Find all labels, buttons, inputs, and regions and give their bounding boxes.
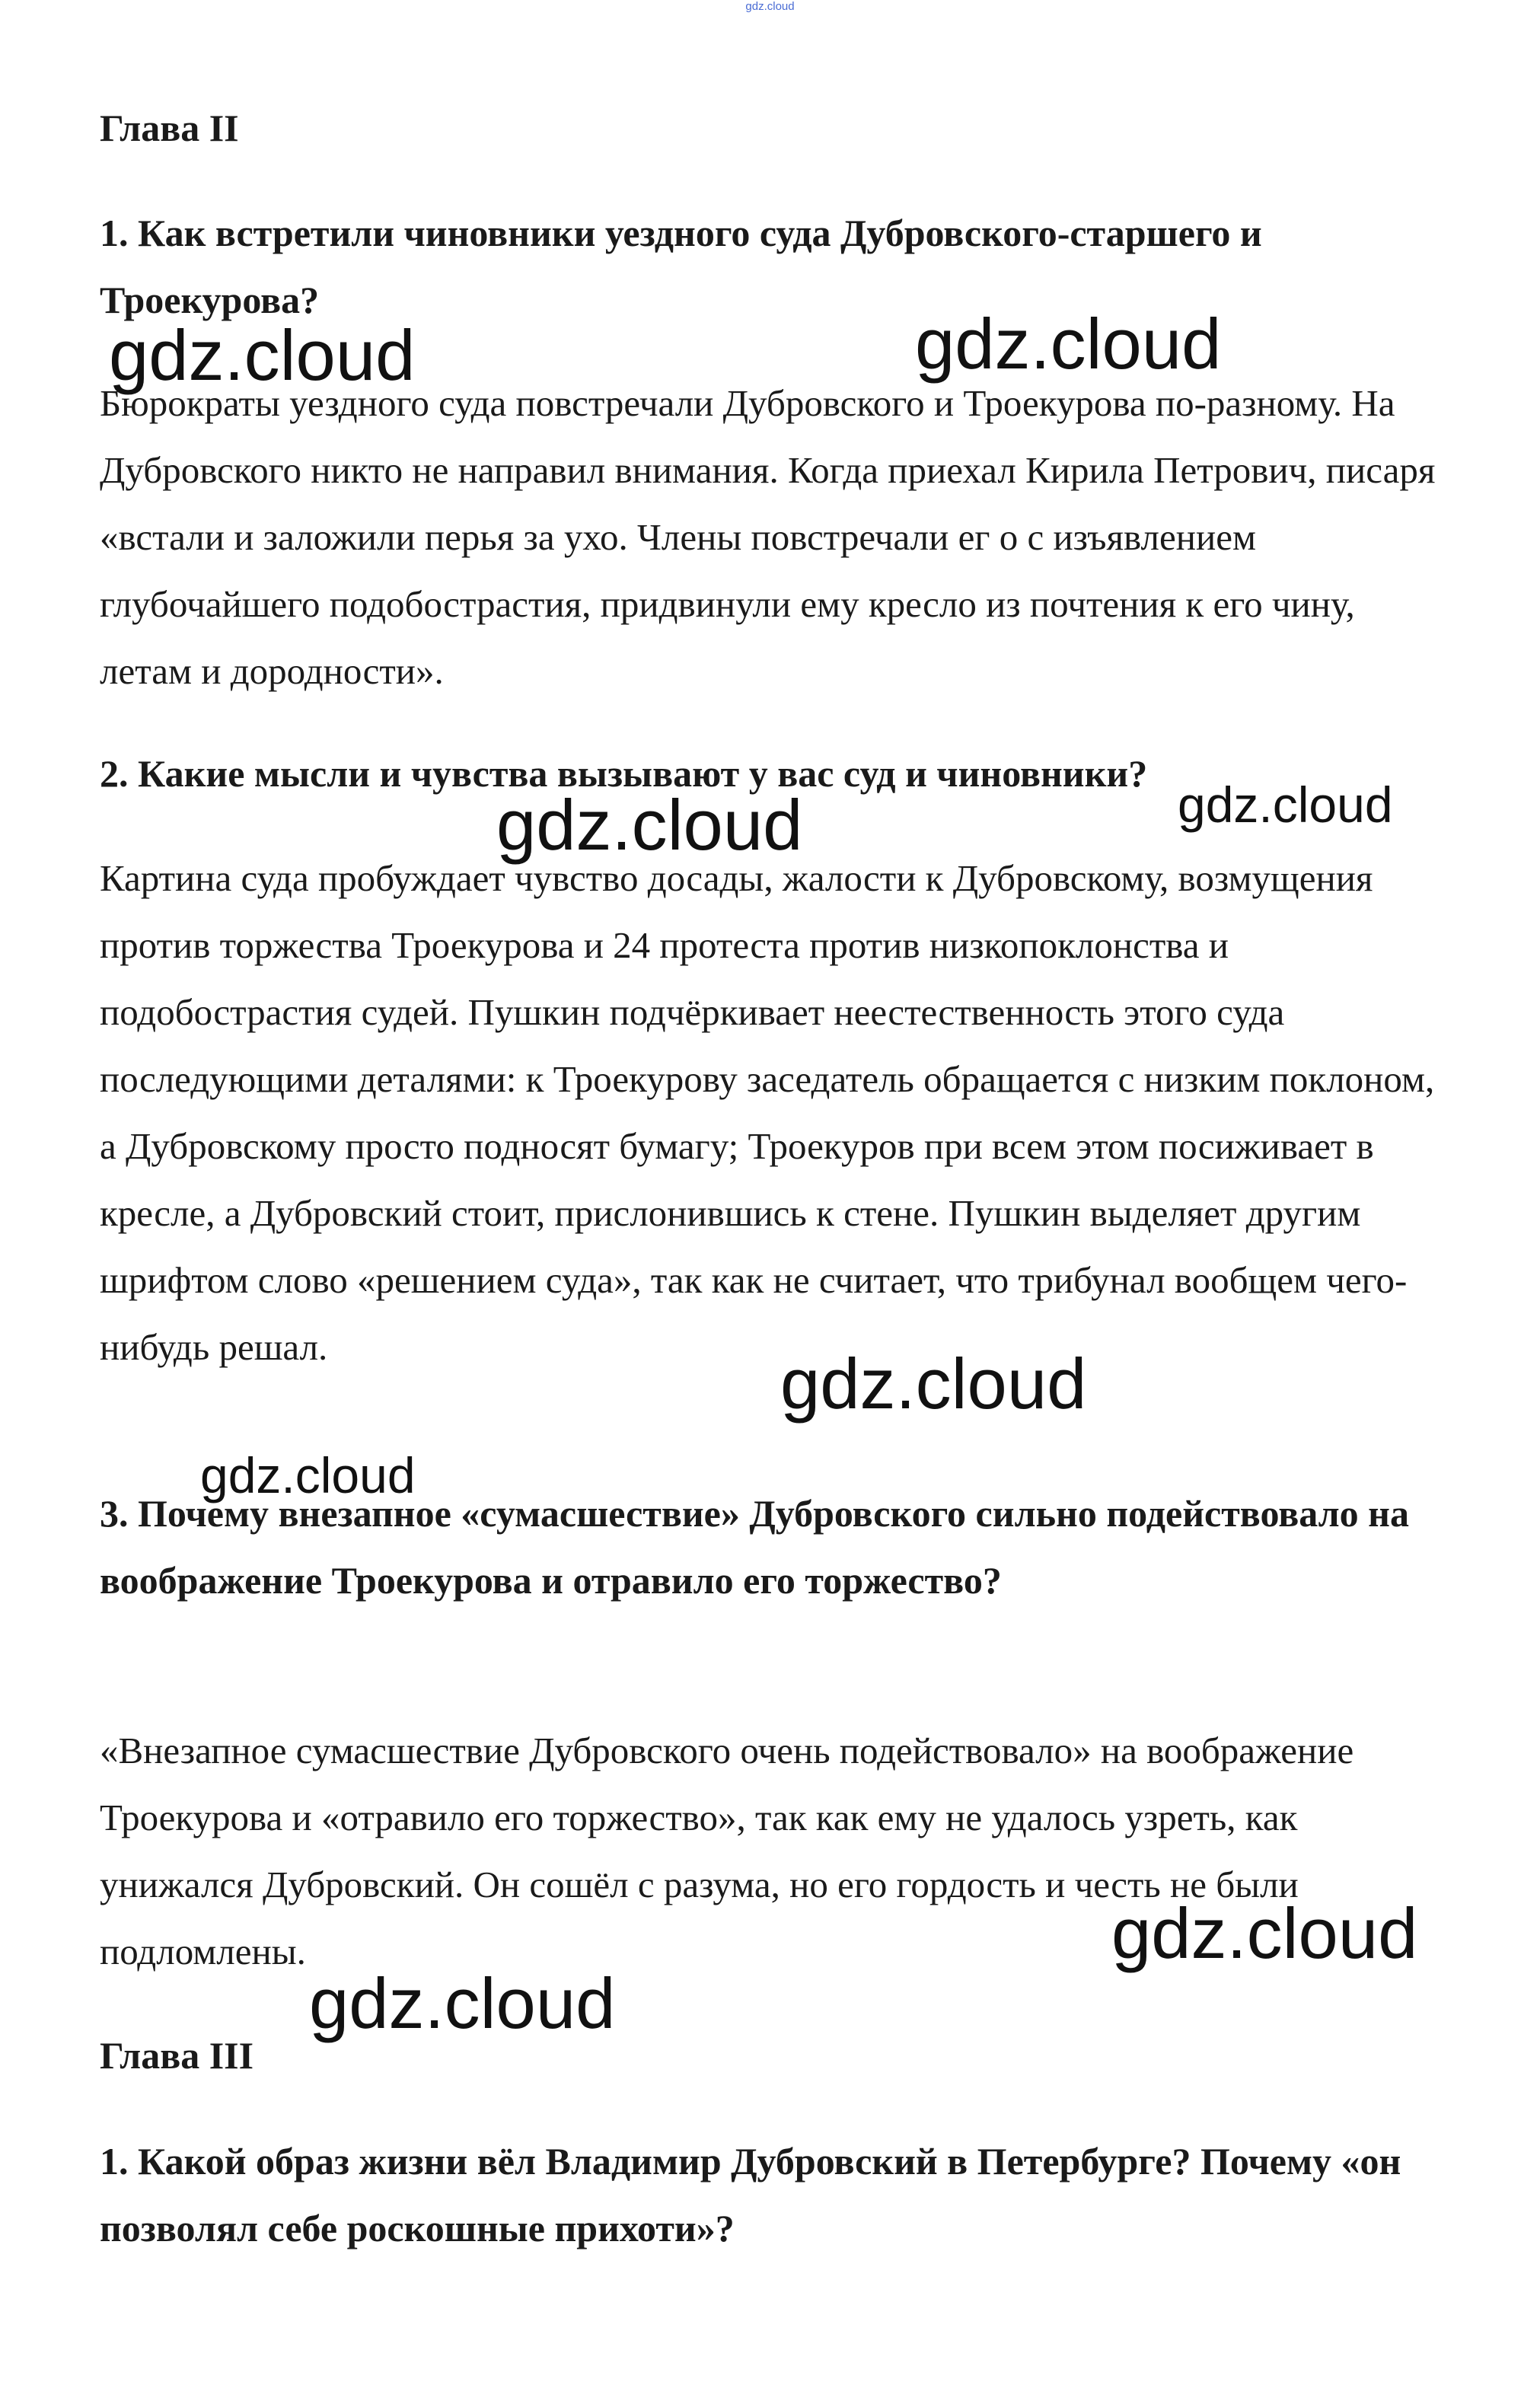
question-4: 1. Какой образ жизни вёл Владимир Дубровский в Петербурге? Почему «он позволял себе роскошные прихоти»? — [100, 2140, 1401, 2249]
answer-3: «Внезапное сумасшествие Дубровского очень подействовало» на воображение Троекурова и «отравило его торжество», так как ему не удалось узреть, как унижался Дубровский. Он сошёл с разума, но его гордость и честь не были подломлены. — [100, 1730, 1354, 1972]
answer-2: Картина суда пробуждает чувство досады, жалости к Дубровскому, возмущения против торжества Троекурова и 24 протеста против низкопоклонства и подобострастия судей. Пушкин подчёркивает неестественность этого суда последующими деталями: к Троекурову заседатель обращается с низким поклоном, а Дубровскому просто подносят бумагу; Троекуров при всем этом посиживает в кресле, а Дубровский стоит, прислонившись к стене. Пушкин выделяет другим шрифтом слово «решением суда», так как не считает, что трибунал вообщем чего-нибудь решал. — [100, 857, 1435, 1368]
chapter-2-title: Глава II — [100, 107, 239, 149]
watermark: gdz.cloud — [109, 315, 416, 395]
watermark: gdz.cloud — [780, 1344, 1087, 1424]
question-3: 3. Почему внезапное «сумасшествие» Дубровского сильно подействовало на воображение Троекурова и отравило его торжество? — [100, 1492, 1409, 1602]
chapter-3-title: Глава III — [100, 2034, 254, 2077]
question-2: 2. Какие мысли и чувства вызывают у вас суд и чиновники? — [100, 752, 1148, 795]
answer-1: Бюрократы уездного суда повстречали Дубровского и Троекурова по-разному. На Дубровского никто не направил внимания. Когда приехал Кирила Петрович, писаря «встали и заложили перья за ухо. Члены повстречали ег о с изъявлением глубочайшего подобострастия, придвинули ему кресло из почтения к его чину, летам и дородности». — [100, 382, 1436, 692]
watermark: gdz.cloud — [1178, 776, 1393, 833]
watermark: gdz.cloud — [915, 304, 1222, 384]
watermark: gdz.cloud — [1111, 1893, 1418, 1973]
site-mark: gdz.cloud — [745, 0, 795, 13]
question-1: 1. Как встретили чиновники уездного суда Дубровского-старшего и Троекурова? — [100, 212, 1262, 321]
watermark: gdz.cloud — [309, 1963, 616, 2043]
watermark: gdz.cloud — [200, 1447, 416, 1503]
watermark: gdz.cloud — [496, 785, 803, 865]
